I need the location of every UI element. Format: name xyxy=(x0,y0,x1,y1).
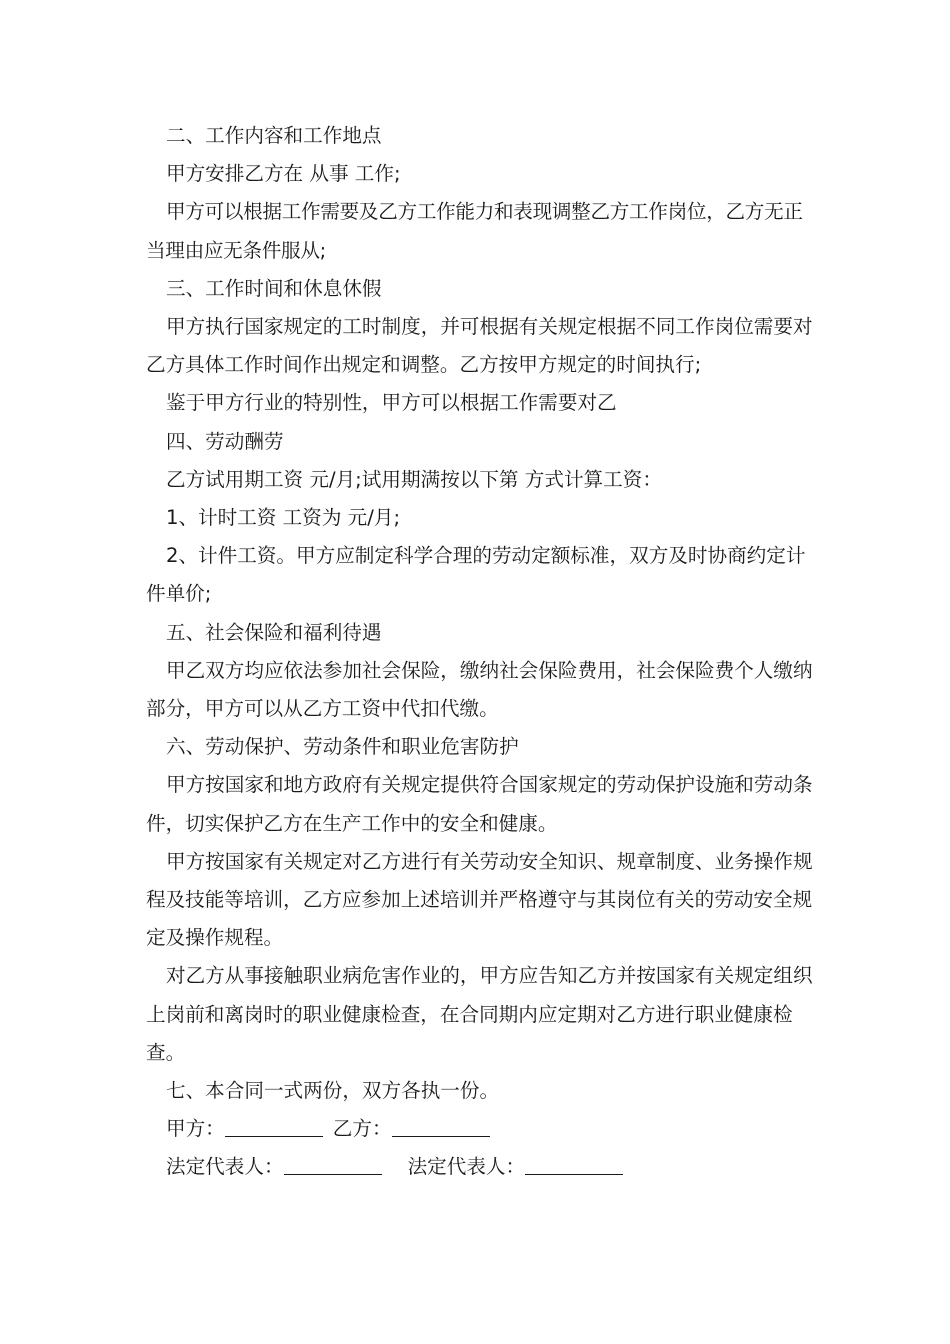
paragraph: 1、计时工资 工资为 元/月; xyxy=(166,506,401,530)
section-heading-working-hours: 三、工作时间和休息休假 xyxy=(166,276,382,300)
party-a-blank xyxy=(225,1116,323,1137)
paragraph: 甲方按国家有关规定对乙方进行有关劳动安全知识、规章制度、业务操作规程及技能等培训，乙方应参加上述培训并严格遵守与其岗位有关的劳动安全规定及操作规程。 xyxy=(146,849,813,950)
paragraph: 甲乙双方均应依法参加社会保险，缴纳社会保险费用，社会保险费个人缴纳部分，甲方可以从乙方工资中代扣代缴。 xyxy=(146,658,813,721)
paragraph: 2、计件工资。甲方应制定科学合理的劳动定额标准，双方及时协商约定计件单价; xyxy=(146,544,806,606)
rep-b-label: 法定代表人： xyxy=(407,1155,526,1179)
paragraph: 甲方安排乙方在 从事 工作; xyxy=(166,162,401,186)
section-heading-copies: 七、本合同一式两份，双方各执一份。 xyxy=(166,1079,500,1103)
party-b-label: 乙方： xyxy=(332,1117,392,1141)
section-heading-remuneration: 四、劳动酬劳 xyxy=(166,429,284,453)
section-heading-social-insurance: 五、社会保险和福利待遇 xyxy=(166,620,382,644)
paragraph: 甲方执行国家规定的工时制度，并可根据有关规定根据不同工作岗位需要对乙方具体工作时间作出规定和调整。乙方按甲方规定的时间执行; xyxy=(146,315,813,377)
section-heading-labor-protection: 六、劳动保护、劳动条件和职业危害防护 xyxy=(166,735,519,759)
rep-a-blank xyxy=(284,1154,382,1175)
signature-line-parties xyxy=(146,1110,814,1148)
rep-a-label: 法定代表人： xyxy=(166,1155,284,1179)
signature-line-representatives xyxy=(146,1148,814,1186)
paragraph: 甲方按国家和地方政府有关规定提供符合国家规定的劳动保护设施和劳动条件，切实保护乙方在生产工作中的安全和健康。 xyxy=(146,773,813,835)
party-a-label: 甲方： xyxy=(166,1117,225,1141)
paragraph: 对乙方从事接触职业病危害作业的，甲方应告知乙方并按国家有关规定组织上岗前和离岗时的职业健康检查，在合同期内应定期对乙方进行职业健康检查。 xyxy=(146,964,813,1064)
party-b-blank xyxy=(392,1116,490,1137)
paragraph: 甲方可以根据工作需要及乙方工作能力和表现调整乙方工作岗位，乙方无正当理由应无条件服从; xyxy=(146,200,803,262)
rep-b-blank xyxy=(525,1154,623,1175)
section-heading-work-content: 二、工作内容和工作地点 xyxy=(166,124,382,147)
paragraph: 乙方试用期工资 元/月;试用期满按以下第 方式计算工资： xyxy=(166,467,662,491)
paragraph: 鉴于甲方行业的特别性，甲方可以根据工作需要对乙 xyxy=(166,391,617,415)
contract-body xyxy=(146,117,814,1187)
